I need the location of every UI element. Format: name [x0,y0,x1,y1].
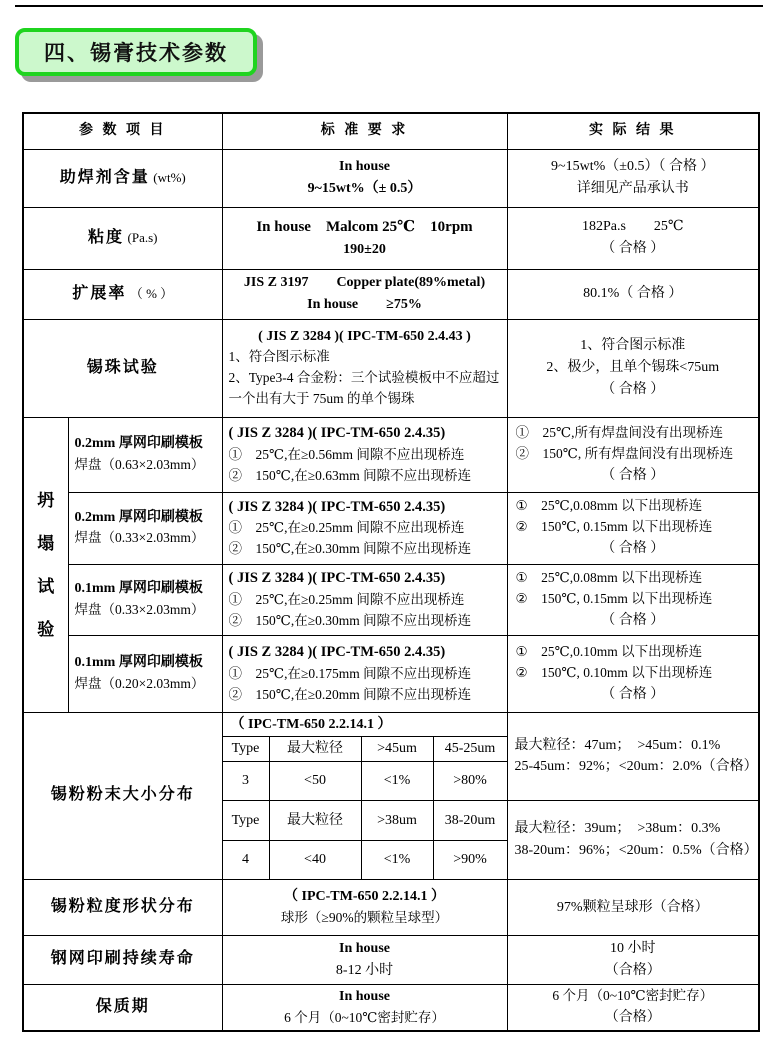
collapse3-template-line1: 0.1mm 厚网印刷模板 [74,581,203,597]
viscosity-res-line2: （ 合格 ） [601,241,665,256]
stencil-life-res-line1: 10 小时 [610,941,656,957]
g2-value-gt38: <1% [361,840,433,879]
powder-shape-label-cell [23,879,222,935]
shelf-life-label: 保质期 [95,998,150,1016]
stencil-life-result-cell [507,935,759,984]
section-title-box [15,28,257,76]
g2-header-38-20: 38-20um [433,800,507,840]
spread-result-cell [507,269,759,319]
collapse2-template-line1: 0.2mm 厚网印刷模板 [74,509,203,525]
powder-size-g2-res-line2: 38-20um：96%；<20um：0.5%（合格） [514,842,758,858]
collapse2-template-cell [68,492,222,564]
collapse3-verdict: （ 合格 ） [601,612,665,628]
collapse2-res-item2: ② 150℃, 0.15mm 以下出现桥连 [515,519,713,535]
g1-header-45-25: 45-25um [433,737,507,762]
solder-ball-result-cell [507,319,759,417]
collapse1-std-item2: ② 150℃,在≥0.63mm 间隙不应出现桥连 [228,467,472,483]
solder-ball-label-cell [23,319,222,417]
collapse-vlabel-3: 试 [37,576,55,596]
collapse4-result-cell [507,635,759,712]
g2-value-38-20: >90% [433,840,507,879]
collapse2-res-item1: ① 25℃,0.08mm 以下出现桥连 [515,498,703,514]
viscosity-std-line2: 190±20 [343,241,386,257]
stencil-life-standard-cell [222,935,507,984]
flux-label-cell [23,149,222,207]
shelf-life-std-line2: 6 个月（0~10℃密封贮存） [284,1010,445,1025]
spread-std-line2: In house ≥75% [307,297,422,312]
powder-size-label-cell [23,712,222,879]
stencil-life-std-line2: 8-12 小时 [335,962,394,978]
g2-header-maxsize: 最大粒径 [269,800,361,840]
collapse1-std-item1: ① 25℃,在≥0.56mm 间隙不应出现桥连 [228,446,465,462]
collapse1-res-item2: ② 150℃, 所有焊盘间没有出现桥连 [515,445,734,461]
spread-std-line1: JIS Z 3197 Copper plate(89%metal) [243,275,486,291]
collapse1-verdict: （ 合格 ） [601,467,665,483]
flux-unit: (wt%) [153,169,186,185]
collapse4-template-cell [68,635,222,712]
row-collapse-2 [23,492,759,564]
flux-res-line2: 详细见产品承认书 [576,181,689,196]
collapse3-result-cell [507,564,759,635]
powder-size-result1-cell [507,712,759,800]
viscosity-standard-cell [222,207,507,269]
powder-size-g1-res-line2: 25-45um：92%；<20um：2.0%（合格） [514,759,758,775]
collapse1-std-title: ( JIS Z 3284 )( IPC-TM-650 2.4.35) [228,425,446,442]
collapse3-std-title: ( JIS Z 3284 )( IPC-TM-650 2.4.35) [228,570,446,587]
solder-ball-res-line2: 2、极少，且单个锡珠<75um [546,360,720,376]
stencil-life-label: 钢网印刷持续寿命 [50,950,195,968]
table-header-row [23,113,759,149]
g2-value-maxsize: <40 [269,840,361,879]
g1-header-maxsize: 最大粒径 [269,737,361,762]
powder-shape-standard-cell [222,879,507,935]
parameter-table [22,112,760,1032]
row-powder-shape [23,879,759,935]
row-flux [23,149,759,207]
header-param: 参 数 项 目 [23,113,222,149]
row-collapse-3 [23,564,759,635]
flux-label: 助焊剂含量 [59,168,150,186]
g1-value-type: 3 [222,761,269,800]
powder-size-g1-res-line1: 最大粒径：47um； >45um：0.1% [514,737,721,753]
stencil-life-res-line2: （合格） [604,962,661,978]
collapse1-template-cell [68,417,222,492]
collapse3-template-cell [68,564,222,635]
viscosity-res-line1: 182Pa.s 25℃ [581,219,684,235]
flux-res-line1: 9~15wt%（±0.5）（ 合格 ） [551,159,715,175]
collapse3-std-item2: ② 150℃,在≥0.30mm 间隙不应出现桥连 [228,612,472,628]
g2-header-gt38: >38um [361,800,433,840]
header-standard: 标 准 要 求 [222,113,507,149]
spread-label: 扩展率 [72,284,127,302]
g1-header-gt45: >45um [361,737,433,762]
viscosity-label-cell [23,207,222,269]
shelf-life-res-line1: 6 个月（0~10℃密封贮存） [552,988,714,1004]
collapse-vertical-label-cell [23,417,68,712]
collapse4-std-item2: ② 150℃,在≥0.20mm 间隙不应出现桥连 [228,686,472,702]
g2-header-type: Type [222,800,269,840]
collapse3-template-line2: 焊盘（0.33×2.03mm） [74,601,205,617]
collapse1-template-line2: 焊盘（0.63×2.03mm） [74,456,205,472]
collapse1-template-line1: 0.2mm 厚网印刷模板 [74,436,203,452]
powder-shape-label: 锡粉粒度形状分布 [50,897,195,915]
row-solder-ball [23,319,759,417]
collapse-vlabel-2: 塌 [37,533,55,553]
collapse4-template-line1: 0.1mm 厚网印刷模板 [74,655,203,671]
row-powder-size-ipc [23,712,759,737]
powder-size-result2-cell [507,800,759,879]
collapse4-std-item1: ① 25℃,在≥0.175mm 间隙不应出现桥连 [228,665,472,681]
spread-res-line1: 80.1%（ 合格 ） [583,286,683,302]
row-stencil-life [23,935,759,984]
top-rule [15,5,763,7]
spread-unit: （ % ） [129,285,174,301]
collapse3-res-item2: ② 150℃, 0.15mm 以下出现桥连 [515,590,713,606]
solder-ball-std-title: ( JIS Z 3284 )( IPC-TM-650 2.4.43 ) [258,328,471,344]
shelf-life-result-cell [507,984,759,1031]
viscosity-std-line1: In house Malcom 25℃ 10rpm [256,218,473,235]
shelf-life-res-line2: （合格） [604,1010,661,1026]
header-result: 实 际 结 果 [507,113,759,149]
collapse1-res-item1: ① 25℃,所有焊盘间没有出现桥连 [515,424,723,440]
g1-value-gt45: <1% [361,761,433,800]
flux-std-line2: 9~15wt%（± 0.5） [307,181,422,196]
collapse4-res-item2: ② 150℃, 0.10mm 以下出现桥连 [515,664,713,680]
flux-standard-cell [222,149,507,207]
row-spread [23,269,759,319]
solder-ball-label: 锡珠试验 [86,358,159,376]
flux-result-cell [507,149,759,207]
solder-ball-standard-cell [222,319,507,417]
row-viscosity [23,207,759,269]
collapse4-res-item1: ① 25℃,0.10mm 以下出现桥连 [515,643,703,659]
row-collapse-4 [23,635,759,712]
collapse2-standard-cell [222,492,507,564]
flux-std-line1: In house [339,159,390,175]
collapse2-std-item1: ① 25℃,在≥0.25mm 间隙不应出现桥连 [228,520,465,536]
collapse2-std-item2: ② 150℃,在≥0.30mm 间隙不应出现桥连 [228,541,472,557]
solder-ball-res-line1: 1、符合图示标准 [580,338,686,354]
spread-standard-cell [222,269,507,319]
g1-value-maxsize: <50 [269,761,361,800]
viscosity-result-cell [507,207,759,269]
collapse2-template-line2: 焊盘（0.33×2.03mm） [74,530,205,546]
shelf-life-std-line1: In house [339,989,390,1005]
collapse3-standard-cell [222,564,507,635]
viscosity-unit: (Pa.s) [127,229,158,245]
powder-shape-std-line1: （ IPC-TM-650 2.2.14.1 ） [284,889,445,905]
row-shelf-life [23,984,759,1031]
viscosity-label: 粘度 [88,228,125,246]
solder-ball-std-item1: 1、符合图示标准 [228,349,330,365]
powder-shape-res-line1: 97%颗粒呈球形（合格） [556,899,709,915]
solder-ball-verdict: （ 合格 ） [601,381,665,397]
row-collapse-1 [23,417,759,492]
g2-value-type: 4 [222,840,269,879]
collapse1-result-cell [507,417,759,492]
g1-header-type: Type [222,737,269,762]
powder-size-std-title: （ IPC-TM-650 2.2.14.1 ） [222,712,507,737]
powder-shape-result-cell [507,879,759,935]
shelf-life-label-cell [23,984,222,1031]
collapse4-verdict: （ 合格 ） [601,686,665,702]
powder-size-label: 锡粉粉末大小分布 [50,786,195,804]
stencil-life-label-cell [23,935,222,984]
collapse4-template-line2: 焊盘（0.20×2.03mm） [74,675,205,691]
collapse4-std-title: ( JIS Z 3284 )( IPC-TM-650 2.4.35) [228,644,446,661]
solder-ball-std-item2: 2、Type3-4 合金粉：三个试验模板中不应超过一个出有大于 75um 的单个锡珠 [228,370,500,407]
g1-value-45-25: >80% [433,761,507,800]
collapse-vlabel-1: 坍 [37,490,55,510]
spread-label-cell [23,269,222,319]
collapse4-standard-cell [222,635,507,712]
collapse-vlabel-4: 验 [37,619,55,639]
collapse3-res-item1: ① 25℃,0.08mm 以下出现桥连 [515,569,703,585]
collapse3-std-item1: ① 25℃,在≥0.25mm 间隙不应出现桥连 [228,591,465,607]
collapse2-verdict: （ 合格 ） [601,541,665,557]
collapse2-result-cell [507,492,759,564]
collapse1-standard-cell [222,417,507,492]
powder-shape-std-line2: 球形（≥90%的颗粒呈球型） [280,909,449,925]
collapse2-std-title: ( JIS Z 3284 )( IPC-TM-650 2.4.35) [228,498,446,515]
shelf-life-standard-cell [222,984,507,1031]
powder-size-g2-res-line1: 最大粒径：39um； >38um：0.3% [514,821,721,837]
page-title: 四、锡膏技术参数 [44,42,228,65]
stencil-life-std-line1: In house [339,941,390,957]
